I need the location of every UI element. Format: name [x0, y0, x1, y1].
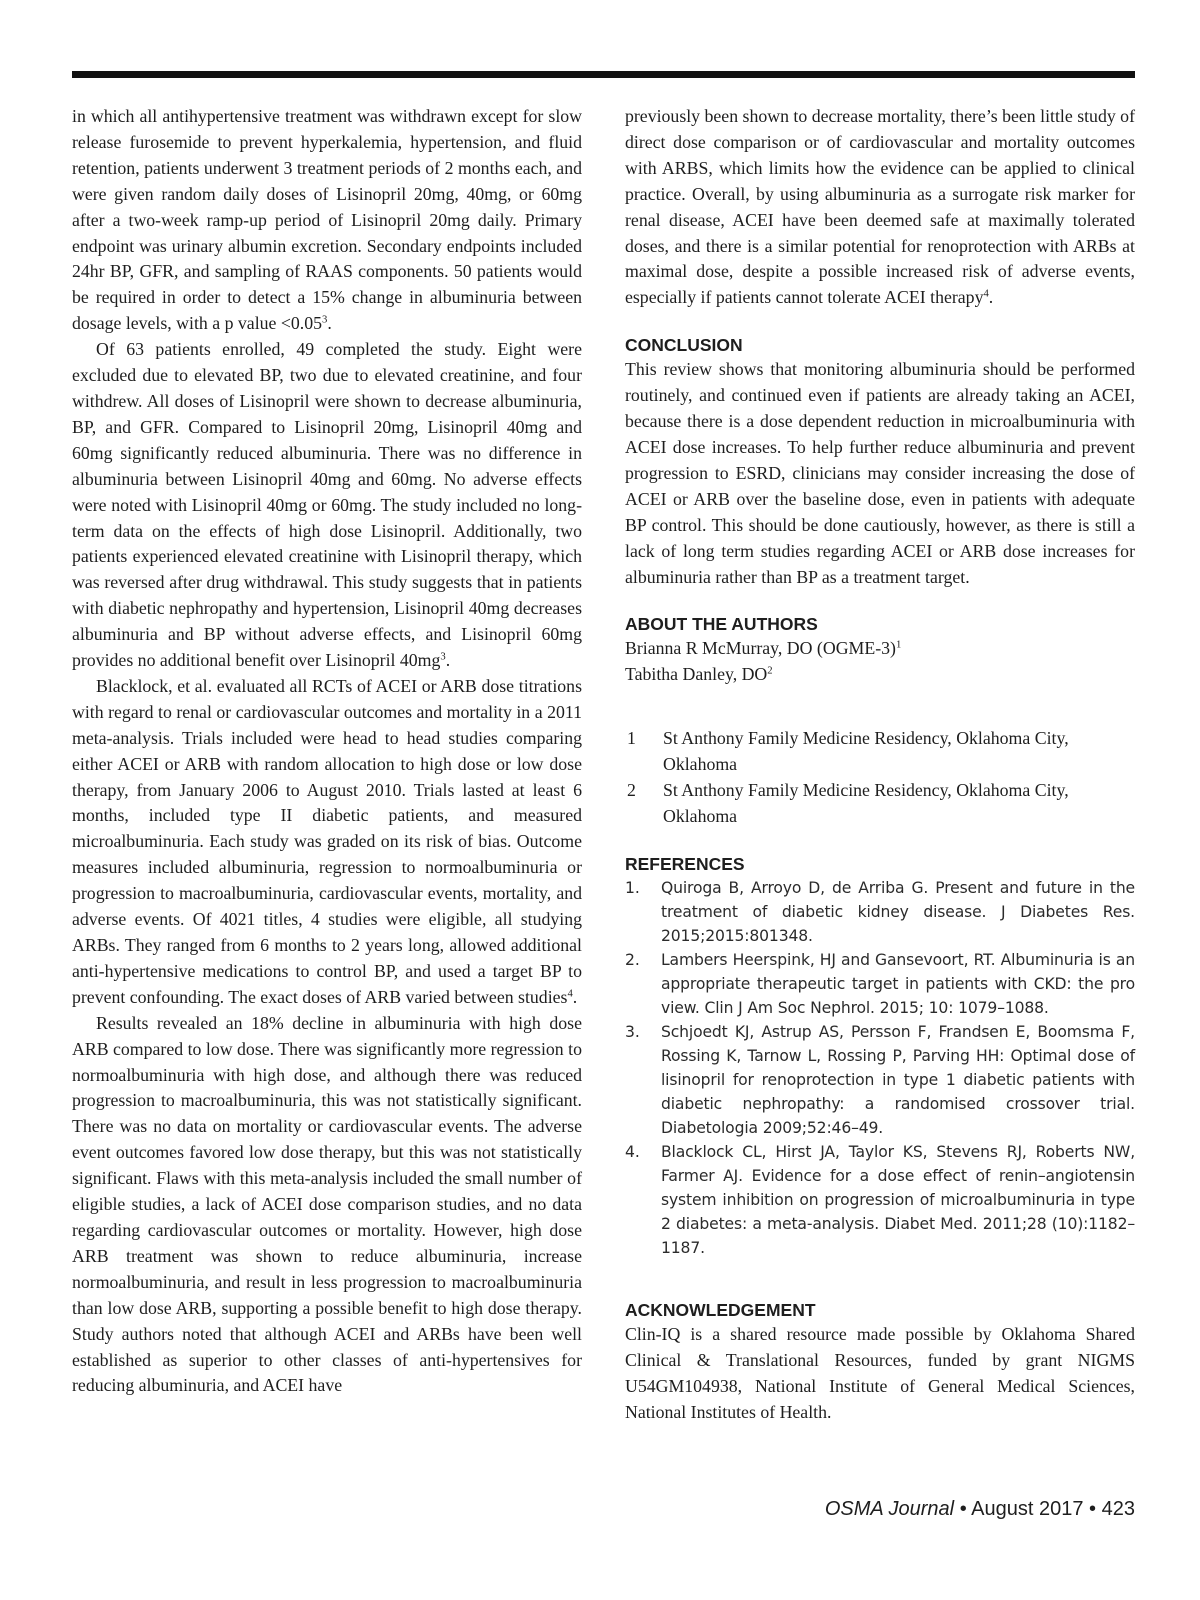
journal-name: OSMA Journal	[824, 1498, 955, 1520]
body-paragraph-1: in which all antihypertensive treatment was withdrawn except for slow release furosemide to prevent hyperkalemia, hypertension, and fluid retention, patients underwent 3 treatment periods of 2 months each, and were given random daily doses of Lisinopril 20mg, 40mg, or 60mg after a two-week ramp-up period of Lisinopril 20mg daily. Primary endpoint was urinary albumin excretion. Secondary endpoints included 24hr BP, GFR, and sampling of RAAS components. 50 patients would be required in order to detect a 15% change in albuminuria between dosage levels, with a p value $<0.05^3$.	[72, 106, 582, 334]
issue-date: August 2017	[971, 1498, 1084, 1520]
body-paragraph-3: Blacklock, et al. evaluated all RCTs of ACEI or ARB dose titrations with regard to renal or cardiovascular outcomes and mortality in a 2011 meta-analysis. Trials included were head to head studies comparing either ACEI or ARB with random allocation to high dose or low dose therapy, from January 2006 to August 2010. Trials lasted at least 6 months, included type II diabetic patients, and measured microalbuminuria. Each study was graded on its risk of bias. Outcome measures included albuminuria, regression to normoalbuminuria or progression to macroalbuminuria, cardiovascular events, mortality, and adverse events. Of 4021 titles, 4 studies were eligible, all studying ARBs. They ranged from 6 months to 2 years long, allowed additional anti-hypertensive medications to control BP, and used a target BP to prevent confounding. The exact doses of ARB varied between studies$^4$.	[72, 675, 582, 1007]
page-number: 423	[1101, 1498, 1135, 1520]
acknowledgement-text: Clin-IQ is a shared resource made possible by Oklahoma Shared Clinical & Translational Resources, funded by grant NIGMS U54GM104938, National Institute of General Medical Sciences, National Institutes of Health.	[625, 1323, 1135, 1422]
top-rule	[72, 71, 1135, 78]
author-2: Tabitha Danley, $DO^2$	[625, 664, 773, 685]
affiliation-item: 2 St Anthony Family Medicine Residency, Oklahoma City, Oklahoma	[627, 780, 1069, 826]
affiliation-item: 1 St Anthony Family Medicine Residency, Oklahoma City, Oklahoma	[627, 728, 1069, 775]
body-paragraph-2: Of 63 patients enrolled, 49 completed the study. Eight were excluded due to elevated BP, two due to elevated creatinine, and four withdrew. All doses of Lisinopril were shown to decrease albuminuria, BP, and GFR. Compared to Lisinopril 20mg, Lisinopril 40mg and 60mg significantly reduced albuminuria. There was no difference in albuminuria between Lisinopril 40mg and 60mg. No adverse effects were noted with Lisinopril 40mg or 60mg. The study included no long-term data on the effects of high dose Lisinopril. Additionally, two patients experienced elevated creatinine with Lisinopril therapy, which was reversed after drug withdrawal. This study suggests that in patients with diabetic nephropathy and hypertension, Lisinopril 40mg decreases albuminuria and BP without adverse effects, and Lisinopril 60mg provides no additional benefit over Lisinopril $40mg^3$.	[72, 339, 582, 671]
body-paragraph-4: Results revealed an 18% decline in albuminuria with high dose ARB compared to low dose. There was significantly more regression to normoalbuminuria with high dose, and although there was reduced progression to macroalbuminuria, this was not statistically significant. There was no data on mortality or cardiovascular events. The adverse event outcomes favored low dose therapy, but this was not statistically significant. Flaws with this meta-analysis included the small number of eligible studies, a lack of ACEI dose comparison studies, and no data regarding cardiovascular outcomes or mortality. However, high dose ARB treatment was shown to reduce albuminuria, increase normoalbuminuria, and result in less progression to macroalbuminuria than low dose ARB, supporting a possible benefit to high dose therapy. Study authors noted that although ACEI and ARBs have been well established as superior to other classes of anti-hypertensives for reducing albuminuria, and ACEI have	[72, 1012, 582, 1396]
reference-item: 2. Lambers Heerspink, HJ and Gansevoort, RT. Albuminuria is an appropriate therapeutic target in patients with CKD: the pro view. Clin J Am Soc Nephrol. 2015; 10: 1079–1088.	[625, 950, 1135, 1017]
citation-sup: 3	[322, 313, 328, 326]
right-column	[625, 104, 1135, 1425]
reference-item: 3. Schjoedt KJ, Astrup AS, Persson F, Frandsen E, Boomsma F, Rossing K, Tarnow L, Rossing P, Parving HH: Optimal dose of lisinopril for renoprotection in type 1 diabetic patients with diabetic nephropathy: a randomised crossover trial. Diabetologia 2009;52:46–49.	[625, 1022, 1135, 1137]
acknowledgement-heading: ACKNOWLEDGEMENT	[625, 1299, 816, 1320]
author-1: Brianna R McMurray, DO (OGME-3)$^1$	[625, 638, 902, 659]
affiliation-list	[625, 726, 1135, 830]
footer-separator: •	[959, 1498, 967, 1520]
about-authors-heading: ABOUT THE AUTHORS	[625, 614, 818, 635]
conclusion-text: This review shows that monitoring albuminuria should be performed routinely, and continued even if patients are already taking an ACEI, because there is a dose dependent reduction in microalbuminuria with ACEI dose increases. To help further reduce albuminuria and prevent progression to ESRD, clinicians may consider increasing the dose of ACEI or ARB over the baseline dose, even in patients with adequate BP control. This should be done cautiously, however, as there is still a lack of long term studies regarding ACEI or ARB dose increases for albuminuria rather than BP as a treatment target.	[625, 359, 1135, 587]
reference-item: 1. Quiroga B, Arroyo D, de Arriba G. Present and future in the treatment of diabetic kidney disease. J Diabetes Res. 2015;2015:801348.	[625, 878, 1135, 945]
citation-sup: 3	[440, 650, 446, 663]
conclusion-heading: CONCLUSION	[625, 335, 743, 356]
footer-separator: •	[1089, 1498, 1097, 1520]
body-paragraph-5: previously been shown to decrease mortality, there’s been little study of direct dose comparison or of cardiovascular and mortality outcomes with ARBS, which limits how the evidence can be applied to clinical practice. Overall, by using albuminuria as a surrogate risk marker for renal disease, ACEI have been deemed safe at maximally tolerated doses, and there is a similar potential for renoprotection with ARBs at maximal dose, despite a possible increased risk of adverse events, especially if patients cannot tolerate ACEI therapy$^4$.	[625, 106, 1135, 308]
citation-sup: 4	[567, 987, 573, 1000]
reference-item: 4. Blacklock CL, Hirst JA, Taylor KS, Stevens RJ, Roberts NW, Farmer AJ. Evidence for a dose effect of renin–angiotensin system inhibition on progression of microalbuminuria in type 2 diabetes: a meta-analysis. Diabet Med. 2011;28 (10):1182–1187.	[625, 1142, 1135, 1257]
page-footer	[825, 1498, 1135, 1521]
reference-list	[625, 876, 1135, 1260]
left-column	[72, 104, 582, 1399]
references-heading: REFERENCES	[625, 853, 745, 874]
citation-sup: 4	[983, 287, 989, 300]
